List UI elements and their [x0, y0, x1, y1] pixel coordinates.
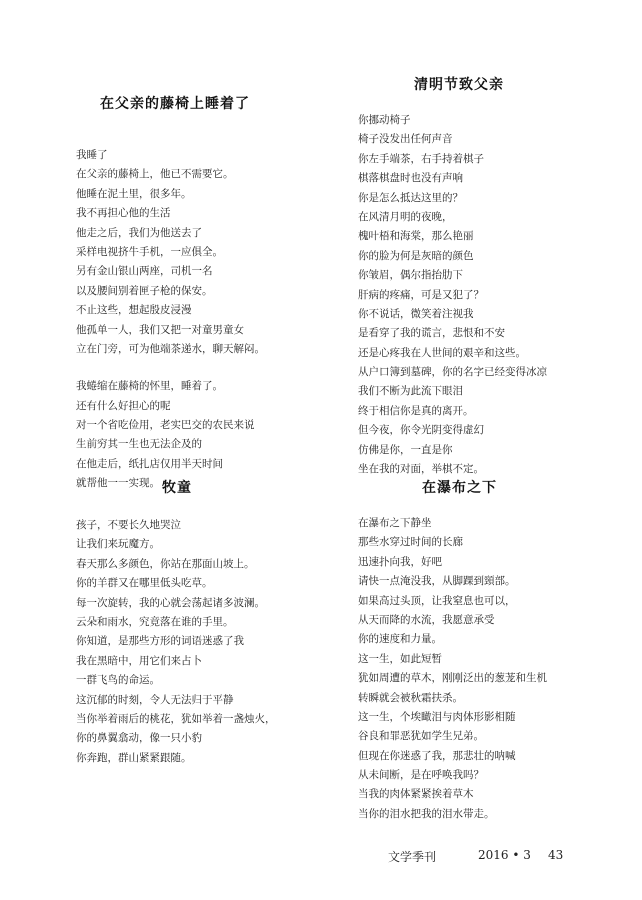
poem-line: 采样电视挤牛手机，一应俱全。: [76, 245, 223, 258]
poem-title: 清明节致父亲: [414, 77, 504, 93]
poem-line: 立在门旁，可为他端茶递水，聊天解闷。: [76, 342, 265, 355]
poem-line: 我蜷缩在藤椅的怀里，睡着了。: [76, 380, 223, 393]
poem-line: 你知道，是那些方形的词语迷惑了我: [76, 635, 244, 648]
poem-title: 在父亲的藤椅上睡着了: [100, 96, 250, 112]
poem-line: 但今夜，你令光阴变得虚幻: [358, 424, 484, 437]
poem-line: 孩子，不要长久地哭泣: [76, 519, 181, 531]
poem-line: 那些水穿过时间的长廊: [358, 536, 463, 549]
poem-line: 迅速扑向我，好吧: [358, 555, 442, 568]
issue-number: 2016 • 3: [478, 848, 531, 862]
poem-line: 请快一点淹没我，从脚踝到頸部。: [358, 575, 516, 588]
poem-line: 以及腰间别着匣子枪的保安。: [76, 284, 213, 297]
poem-line: 每一次旋转，我的心就会荡起诸多波澜。: [76, 596, 265, 609]
stanza: [358, 111, 618, 479]
page-footer: [388, 848, 588, 868]
poem-line: 云朵和雨水，究竟落在谁的手里。: [76, 615, 234, 628]
poem-line: 槐叶梧和海棠，那么艳丽: [358, 230, 474, 243]
poem-line: 是看穿了我的谎言，悲恨和不安: [358, 327, 505, 340]
poem-line: 在他走后，纸扎店仅用半天时间: [76, 457, 223, 470]
stanza: [76, 516, 316, 768]
poem-rattan-chair: [76, 93, 316, 494]
poem-line: 你的速度和力量。: [358, 633, 442, 646]
poem-line: 还有什么好担心的呢: [76, 399, 171, 412]
poem-line: 这沉郁的时刻，令人无法归于平静: [76, 693, 234, 706]
poem-line: 你左手端茶，右手持着棋子: [358, 152, 484, 165]
poem-waterfall: [358, 477, 618, 824]
magazine-name: 文学季刊: [388, 850, 437, 864]
poem-line: 你不说话，微笑着注视我: [358, 307, 474, 320]
stanza: [358, 514, 618, 824]
poem-line: 你的脸为何是灰暗的颜色: [358, 249, 474, 262]
poem-title: 在瀑布之下: [422, 480, 497, 496]
poem-title: 牧童: [162, 480, 192, 496]
poem-line: 犹如周遭的草木，刚刚泛出的葱茏和生机: [358, 672, 547, 685]
poem-line: 我睡了: [76, 149, 108, 161]
poem-line: 你挪动椅子: [358, 114, 411, 126]
poem-line: 你奔跑，群山紧紧跟随。: [76, 751, 192, 764]
poem-line: 转瞬就会被秋霜扶杀。: [358, 691, 463, 704]
poem-line: 如果高过头顶，让我窒息也可以，: [358, 594, 516, 607]
poem-line: 但现在你迷惑了我，那悲壮的呐喊: [358, 749, 516, 762]
poem-line: 谷良和罪恶犹如学生兄弟。: [358, 730, 484, 743]
poem-line: 当我的肉体紧紧挨着草木: [358, 788, 474, 801]
poem-line: 这一生，个埃瞰泪与肉体形影相随: [358, 710, 516, 723]
poem-line: 一群飞鸟的命运。: [76, 674, 160, 687]
poem-line: 从未间断，是在呼唤我吗？: [358, 769, 484, 782]
poem-line: 另有金山银山两座，司机一名: [76, 265, 213, 278]
poem-line: 坐在我的对面，举棋不定。: [358, 463, 484, 476]
poem-line: 我不再担心他的生活: [76, 207, 171, 220]
poem-herd-boy: [76, 477, 316, 768]
poem-line: 我在黑暗中，用它们来占卜: [76, 654, 202, 667]
poem-qingming: [358, 74, 618, 479]
poem-line: 肝病的疼痛，可是又犯了？: [358, 288, 484, 301]
poem-line: 不止这些，想起殷皮浸漫: [76, 304, 192, 317]
poem-line: 你的鼻翼翕动，像一只小豹: [76, 732, 202, 745]
poem-line: 还是心疼我在人世间的艰辛和这些。: [358, 346, 526, 359]
poem-line: 终于相信你是真的离开。: [358, 404, 474, 417]
poem-line: 在风清月明的夜晚，: [358, 210, 453, 223]
poem-line: 春天那么多颜色，你站在那面山坡上。: [76, 557, 255, 570]
poem-line: 生前穷其一生也无法企及的: [76, 438, 202, 451]
poem-line: 对一个省吃俭用，老实巴交的农民来说: [76, 419, 255, 432]
poem-line: 当你举着雨后的桃花，犹如举着一盏烛火，: [76, 712, 276, 725]
poem-line: 当你的泪水把我的泪水带走。: [358, 807, 495, 820]
poem-line: 从户口簿到墓碑，你的名字已经变得冰凉: [358, 366, 547, 379]
poem-line: 棋落棋盘时也没有声响: [358, 172, 463, 185]
poem-line: 你的羊群又在哪里低头吃草。: [76, 577, 213, 590]
poem-line: 我们不断为此流下眼泪: [358, 385, 463, 398]
stanza-1: [76, 146, 316, 359]
poem-line: 椅子没发出任何声音: [358, 133, 453, 146]
poem-line: 他睡在泥土里，很多年。: [76, 187, 192, 200]
poem-line: 让我们来玩魔方。: [76, 538, 160, 551]
poem-line: 就帮他一一实现。: [76, 477, 160, 490]
poem-line: 仿佛是你，一直是你: [358, 443, 453, 456]
poem-line: 在父亲的藤椅上，他已不需要它。: [76, 168, 234, 181]
poem-line: 从天而降的水流，我愿意承受: [358, 613, 495, 626]
poem-line: 他走之后，我们为他送去了: [76, 226, 202, 239]
poem-line: 这一生，如此短暂: [358, 652, 442, 665]
poem-line: 在瀑布之下静坐: [358, 517, 432, 529]
poem-line: 你是怎么抵达这里的？: [358, 191, 463, 204]
page-number: 43: [548, 848, 564, 862]
poem-line: 你皱眉，偶尔指抬肋下: [358, 269, 463, 282]
poem-line: 他孤单一人，我们又把一对童男童女: [76, 323, 244, 336]
